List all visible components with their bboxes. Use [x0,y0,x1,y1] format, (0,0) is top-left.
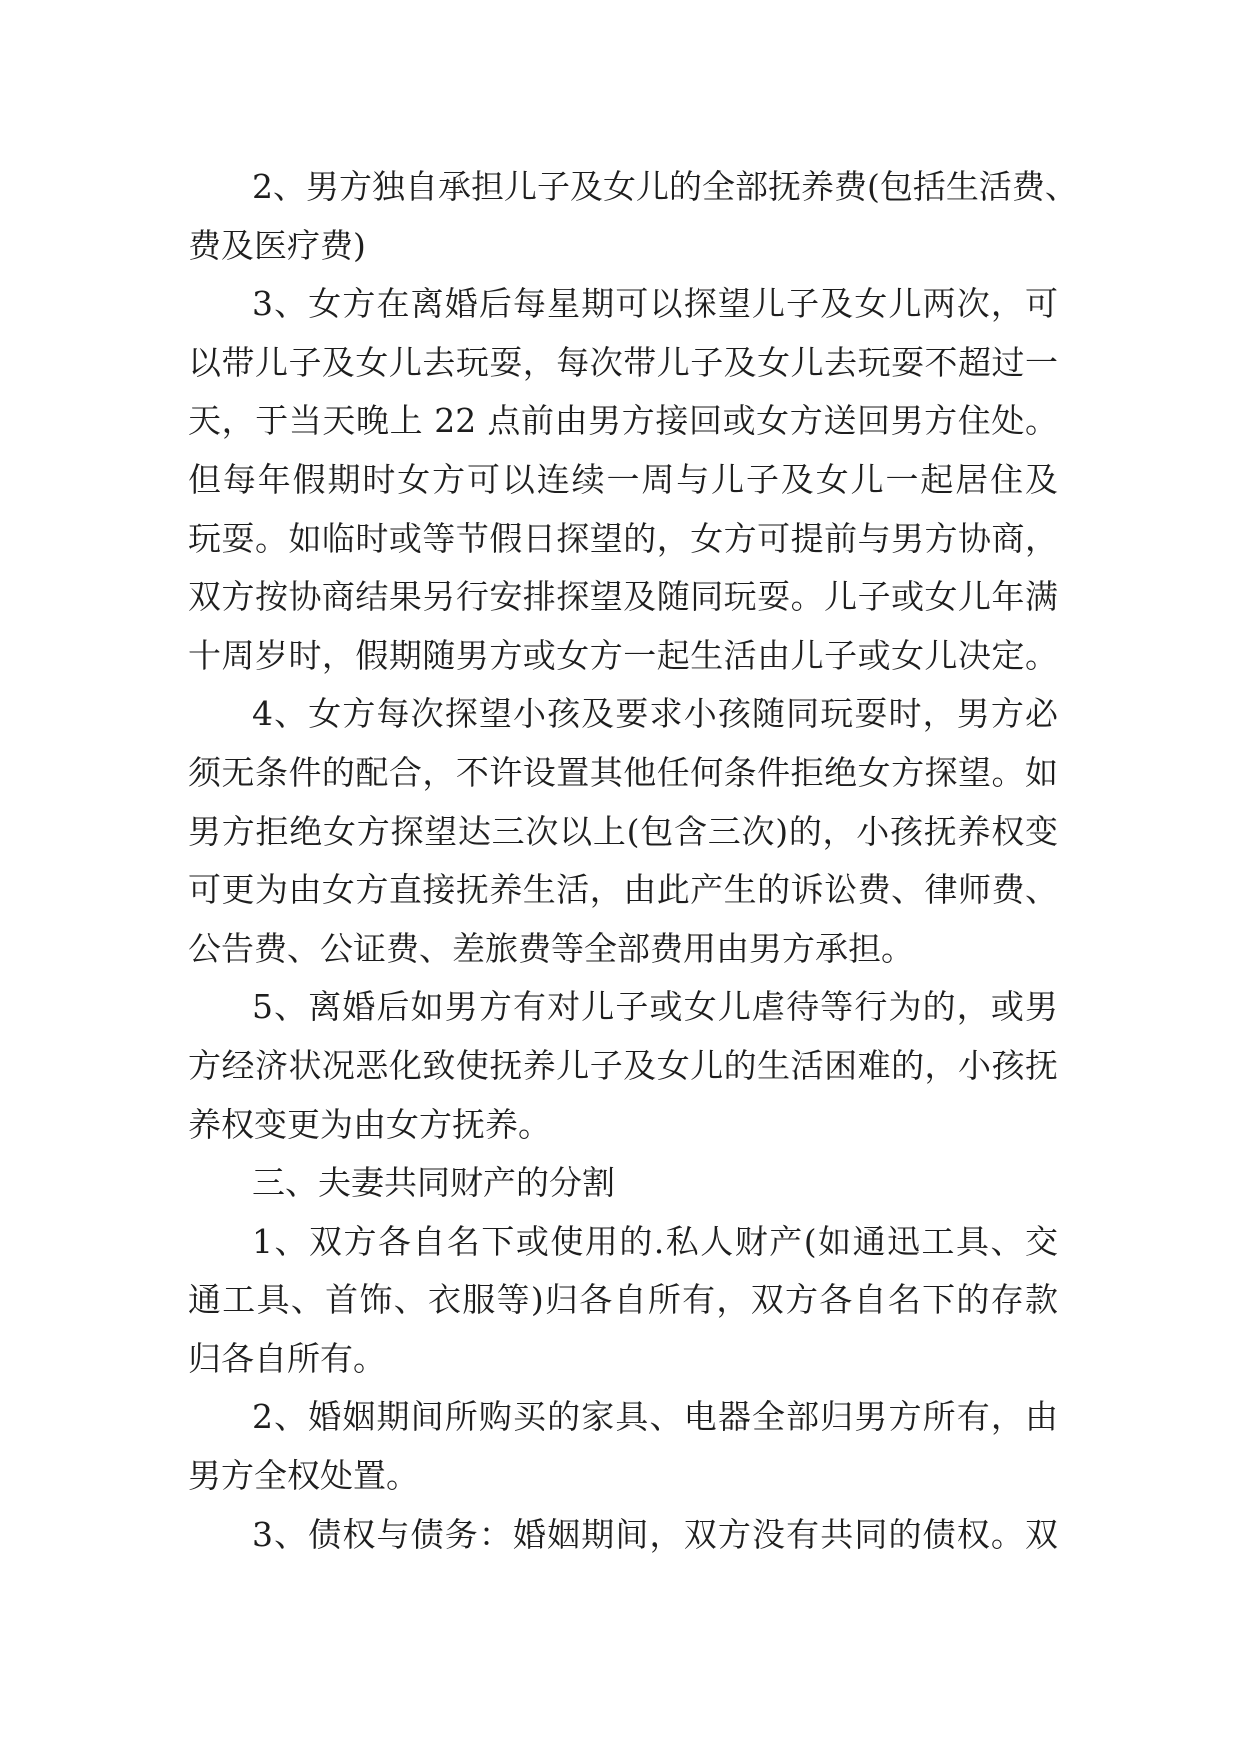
document-body [188,158,1078,1564]
text-line: 以带儿子及女儿去玩耍，每次带儿子及女儿去玩耍不超过一 [188,342,1058,382]
text-line: 须无条件的配合，不许设置其他任何条件拒绝女方探望。如 [188,752,1058,792]
text-line: 养权变更为由女方抚养。 [188,1104,551,1144]
text-line: 1、双方各自名下或使用的.私人财产(如通迅工具、交 [252,1221,1058,1261]
text-line: 5、离婚后如男方有对儿子或女儿虐待等行为的，或男 [252,987,1058,1027]
text-line: 男方拒绝女方探望达三次以上(包含三次)的，小孩抚养权变 [188,811,1058,851]
text-line: 三、夫妻共同财产的分割 [252,1163,615,1203]
text-line: 通工具、首饰、衣服等)归各自所有，双方各自名下的存款 [188,1280,1058,1320]
text-line: 但每年假期时女方可以连续一周与儿子及女儿一起居住及 [188,459,1058,499]
text-line: 双方按协商结果另行安排探望及随同玩耍。儿子或女儿年满 [188,577,1058,617]
text-line: 3、债权与债务：婚姻期间，双方没有共同的债权。双 [252,1514,1058,1554]
text-line: 可更为由女方直接抚养生活，由此产生的诉讼费、律师费、 [188,870,1058,910]
text-line: 男方全权处置。 [188,1456,419,1496]
text-line: 费及医疗费) [188,225,366,265]
text-line: 公告费、公证费、差旅费等全部费用由男方承担。 [188,928,914,968]
text-line: 3、女方在离婚后每星期可以探望儿子及女儿两次，可 [252,284,1058,324]
text-line: 2、男方独自承担儿子及女儿的全部抚养费(包括生活费、 [252,167,1078,206]
text-line: 玩耍。如临时或等节假日探望的，女方可提前与男方协商， [188,518,1058,558]
text-line: 4、女方每次探望小孩及要求小孩随同玩耍时，男方必 [252,694,1058,734]
text-line: 天，于当天晚上 22 点前由男方接回或女方送回男方住处。 [188,401,1058,441]
text-line: 归各自所有。 [188,1338,386,1378]
text-line: 方经济状况恶化致使抚养儿子及女儿的生活困难的，小孩抚 [188,1045,1058,1085]
text-line: 2、婚姻期间所购买的家具、电器全部归男方所有，由 [252,1397,1058,1437]
text-line: 十周岁时，假期随男方或女方一起生活由儿子或女儿决定。 [188,635,1058,675]
